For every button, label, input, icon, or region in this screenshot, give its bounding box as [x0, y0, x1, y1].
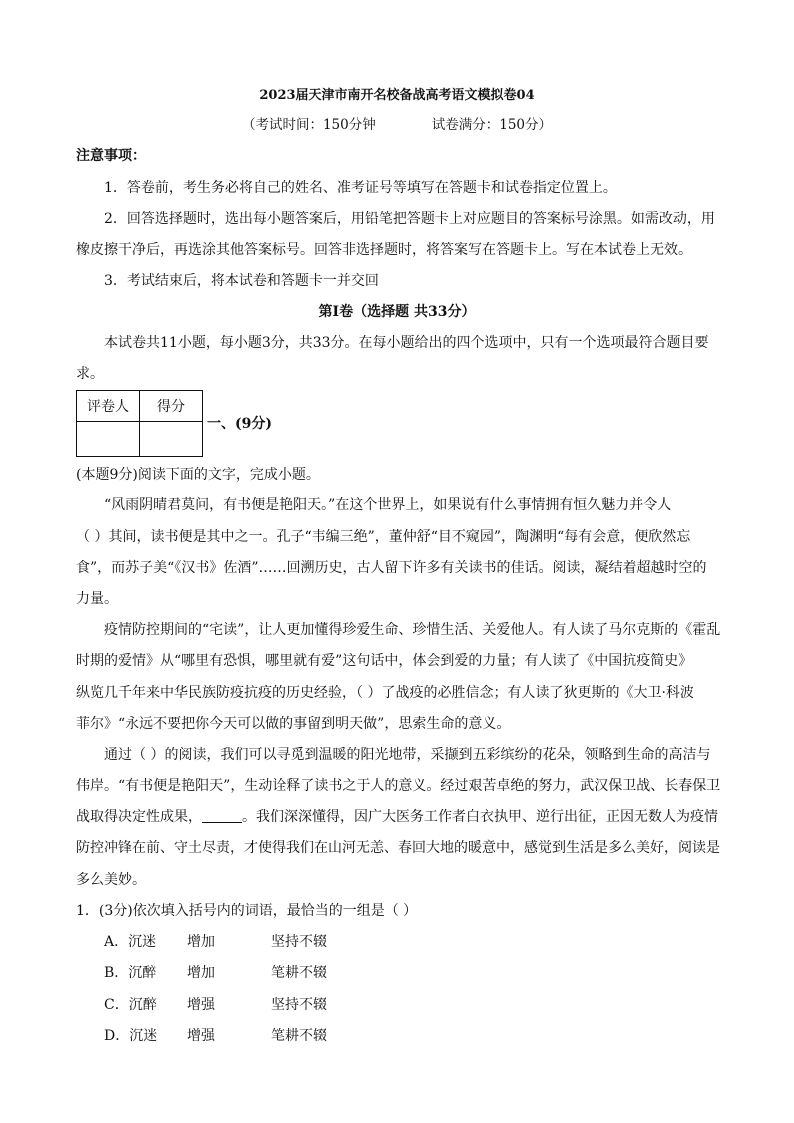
- grader-header: 评卷人: [77, 391, 140, 422]
- section-1-label: 一、(9分): [207, 416, 272, 432]
- question-1-stem: 1．(3分)依次填入括号内的词语，最恰当的一组是（ ）: [76, 903, 418, 919]
- option-b-word-1: B．沉醉: [104, 965, 157, 981]
- option-a-word-2: 增加: [187, 934, 215, 950]
- passage-p3-line-3-end: 。我们深深懂得，因广大医务工作者白衣执甲、逆行出征，正因无数人为疫情: [242, 809, 718, 825]
- part1-heading: 第Ⅰ卷（选择题 共33分）: [318, 304, 476, 320]
- exam-time: （考试时间：150分钟: [241, 117, 376, 133]
- option-d-word-1: D．沉迷: [104, 1028, 158, 1044]
- score-table: [76, 390, 203, 457]
- notice-item-1: 1．答卷前，考生务必将自己的姓名、准考证号等填写在答题卡和试卷指定位置上。: [104, 180, 617, 196]
- notice-item-2-line-1: 2．回答选择题时，选出每小题答案后，用铅笔把答题卡上对应题目的答案标号涂黑。如需改动，用: [104, 211, 715, 227]
- passage-p3-line-3: [76, 807, 726, 827]
- passage-p1-line-3: 食”，而苏子美“《汉书》佐酒”……回溯历史，古人留下许多有关读书的佳话。阅读，凝结着超越时空的: [76, 560, 707, 576]
- passage-p3-line-3-start: 战取得决定性成果，: [76, 809, 202, 825]
- option-d-word-2: 增强: [187, 1028, 215, 1044]
- passage-p2-line-2: 时期的爱情》从“哪里有恐惧，哪里就有爱”这句话中，体会到爱的力量；有人读了《中国抗疫简史》: [76, 653, 693, 669]
- passage-p1-line-2: （ ）其间，读书便是其中之一。孔子“韦编三绝”，董仲舒“目不窥园”，陶渊明“每有会意，便欣然忘: [76, 529, 691, 545]
- passage-p2-line-4: 菲尔》“永远不要把你今天可以做的事留到明天做”，思索生命的意义。: [76, 716, 511, 732]
- passage-p3-line-5: 多么美妙。: [76, 872, 146, 888]
- passage-p2-line-3: 纵览几千年来中华民族防疫抗疫的历史经验，（ ）了战疫的必胜信念；有人读了狄更斯的《大卫·科波: [76, 685, 694, 701]
- option-c-word-1: C．沉醉: [104, 997, 157, 1013]
- part1-intro-line-2: 求。: [76, 366, 104, 382]
- notice-heading: 注意事项：: [76, 148, 146, 164]
- option-c-word-3: 坚持不辍: [271, 997, 327, 1013]
- passage-p1-line-1: “风雨阴晴君莫问，有书便是艳阳天。”在这个世界上，如果说有什么事情拥有恒久魅力并令人: [104, 497, 672, 513]
- option-b-word-2: 增加: [187, 965, 215, 981]
- exam-title: 2023届天津市南开名校备战高考语文模拟卷04: [259, 88, 535, 103]
- option-d-word-3: 笔耕不辍: [271, 1028, 327, 1044]
- passage-p3-line-1: 通过（ ）的阅读，我们可以寻觅到温暖的阳光地带，采撷到五彩缤纷的花朵，领略到生命的高洁与: [104, 747, 711, 763]
- section-1-instruction: (本题9分)阅读下面的文字，完成小题。: [76, 467, 320, 483]
- full-score: 试卷满分：150分）: [431, 117, 553, 133]
- score-header: 得分: [140, 391, 203, 422]
- passage-p3-line-4: 防控冲锋在前、守土尽责，才使得我们在山河无恙、春回大地的暖意中，感觉到生活是多么美好，阅读是: [76, 840, 720, 856]
- passage-p1-line-4: 力量。: [76, 591, 118, 607]
- passage-p2-line-1: 疫情防控期间的“宅读”，让人更加懂得珍爱生命、珍惜生活、关爱他人。有人读了马尔克斯的《霍乱: [104, 622, 721, 638]
- score-cell: [140, 422, 203, 457]
- option-a-word-1: A．沉迷: [104, 934, 157, 950]
- notice-item-2-line-2: 橡皮擦干净后，再选涂其他答案标号。回答非选择题时，将答案写在答题卡上。写在本试卷上无效。: [76, 242, 692, 258]
- notice-item-3: 3．考试结束后，将本试卷和答题卡一并交回: [104, 273, 379, 289]
- answer-blank: [202, 808, 242, 823]
- grader-cell: [77, 422, 140, 457]
- passage-p3-line-2: 伟岸。“有书便是艳阳天”，生动诠释了读书之于人的意义。经过艰苦卓绝的努力，武汉保卫战、长春保卫: [76, 778, 721, 794]
- option-a-word-3: 坚持不辍: [271, 934, 327, 950]
- option-b-word-3: 笔耕不辍: [271, 965, 327, 981]
- exam-info: [0, 115, 794, 135]
- part1-intro-line-1: 本试卷共11小题，每小题3分，共33分。在每小题给出的四个选项中，只有一个选项最符合题目要: [104, 335, 709, 351]
- option-c-word-2: 增强: [187, 997, 215, 1013]
